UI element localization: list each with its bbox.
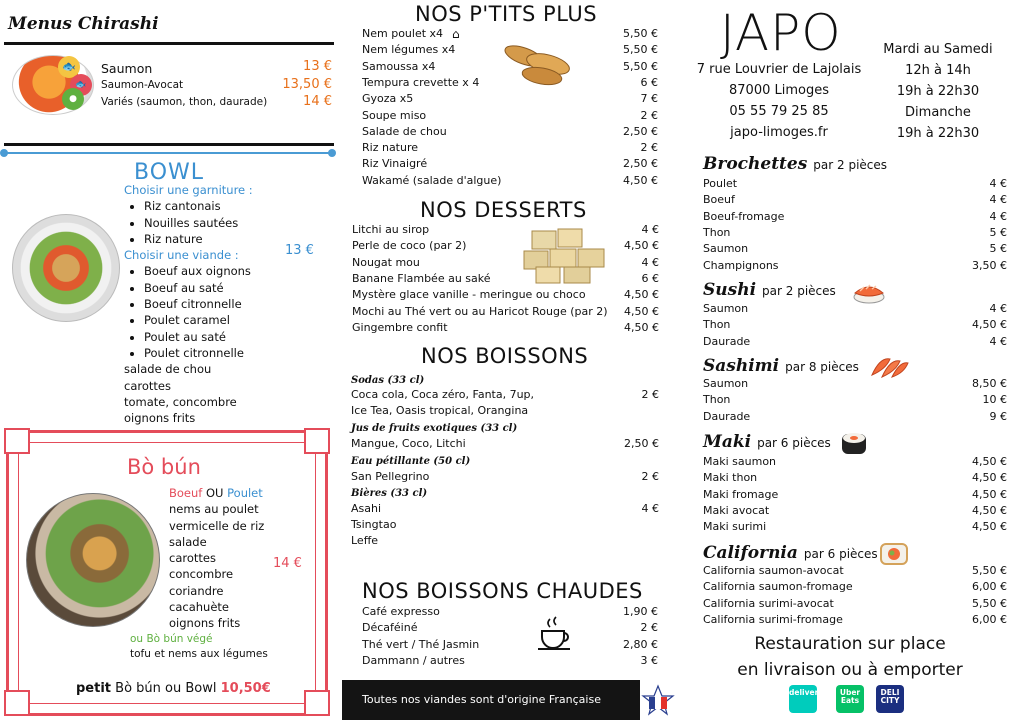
bowl-extra: carottes bbox=[124, 378, 171, 393]
item-label: Nougat mou bbox=[352, 255, 420, 269]
list-item: • Boeuf aux oignons bbox=[144, 263, 253, 279]
menu-row bbox=[362, 157, 658, 173]
sodas-row bbox=[351, 388, 659, 404]
deliveroo-app-icon[interactable]: deliveroo bbox=[789, 685, 817, 713]
menu-row bbox=[362, 621, 658, 637]
item-price: 5 € bbox=[989, 242, 1007, 256]
boissons-title: NOS BOISSONS bbox=[421, 344, 589, 368]
address-street: 7 rue Louvrier de Lajolais bbox=[696, 62, 862, 77]
item-price: 4,50 € bbox=[972, 487, 1007, 501]
item-price: 4,50 € bbox=[972, 471, 1007, 485]
jus-row bbox=[351, 437, 659, 453]
item-label: Wakamé (salade d'algue) bbox=[362, 173, 502, 187]
bowl-extra: tomate, concombre bbox=[124, 394, 237, 409]
cat-name: California bbox=[703, 543, 798, 563]
biere-row bbox=[351, 534, 659, 550]
brochettes-title bbox=[703, 154, 887, 174]
bowl-image bbox=[12, 214, 120, 322]
choice-poulet: Poulet bbox=[227, 486, 263, 500]
footer-banner: Toutes nos viandes sont d'origine Française bbox=[342, 680, 640, 720]
menu-row bbox=[362, 174, 658, 190]
item-price: 5,50 € bbox=[972, 564, 1007, 577]
service-line-1: Restauration sur place bbox=[754, 634, 946, 654]
menu-row bbox=[362, 638, 658, 654]
item-price: 6,00 € bbox=[972, 580, 1007, 594]
item-price: 5,50 € bbox=[972, 596, 1007, 610]
item-label: Champignons bbox=[703, 258, 779, 272]
hours-days: Mardi au Samedi bbox=[883, 42, 993, 57]
ingredient: vermicelle de riz bbox=[169, 518, 265, 533]
bobun-vege-title bbox=[130, 633, 213, 645]
item-price: 14 € bbox=[303, 94, 332, 109]
eau-row bbox=[351, 470, 659, 486]
fish-icon: 🐟 bbox=[70, 74, 92, 96]
item-label: Mochi au Thé vert ou au Haricot Rouge (par 2) bbox=[352, 304, 608, 318]
item-label: Mangue, Coco, Litchi bbox=[351, 437, 466, 450]
menu-row bbox=[703, 410, 1007, 426]
menu-row bbox=[362, 109, 658, 125]
item-label: Soupe miso bbox=[362, 108, 427, 122]
item-price: 4,50 € bbox=[972, 520, 1007, 534]
divider bbox=[4, 42, 334, 45]
ingredient: salade bbox=[169, 534, 207, 549]
petit-price: 10,50€ bbox=[220, 681, 271, 696]
vege-or: ou bbox=[130, 633, 144, 645]
item-label: Salade de chou bbox=[362, 124, 447, 138]
item-price: 4 € bbox=[989, 177, 1007, 190]
viande-list bbox=[124, 263, 253, 361]
menu-row bbox=[362, 125, 658, 141]
item-label: Thon bbox=[703, 225, 731, 239]
chirashi-title: Menus Chirashi bbox=[8, 14, 159, 34]
item-price: 2 € bbox=[641, 388, 659, 401]
item-label: Saumon bbox=[703, 377, 749, 390]
item-price: 13,50 € bbox=[282, 77, 332, 92]
item-price: 4,50 € bbox=[972, 503, 1007, 517]
item-price: 2,50 € bbox=[623, 157, 658, 171]
item-price: 2 € bbox=[640, 141, 658, 155]
address-city: 87000 Limoges bbox=[729, 83, 829, 98]
viande-francaise-logo bbox=[640, 684, 676, 718]
california-title bbox=[703, 543, 878, 563]
item-label: Mystère glace vanille - meringue ou choco bbox=[352, 288, 586, 302]
item-label: Maki surimi bbox=[703, 520, 767, 534]
item-price: 2,80 € bbox=[623, 637, 658, 651]
item-label: Samoussa x4 bbox=[362, 59, 436, 73]
item-label: Dammann / autres bbox=[362, 653, 465, 667]
phone-number[interactable]: 05 55 79 25 85 bbox=[729, 104, 829, 119]
item-label: Thon bbox=[703, 318, 731, 332]
item-label: Boeuf bbox=[703, 193, 735, 207]
bowl-extra: oignons frits bbox=[124, 411, 196, 426]
menu-row bbox=[703, 613, 1007, 629]
item-price: 4 € bbox=[989, 334, 1007, 348]
item-label: Saumon bbox=[703, 302, 749, 315]
biere-row bbox=[351, 502, 659, 518]
item-label: Asahi bbox=[351, 502, 382, 515]
item-price: 6 € bbox=[641, 271, 659, 285]
menu-row bbox=[352, 223, 659, 239]
list-item: • Riz nature bbox=[144, 231, 253, 247]
item-label: Tempura crevette x 4 bbox=[362, 75, 480, 89]
item-label: Daurade bbox=[703, 409, 751, 423]
menu-row bbox=[703, 210, 1007, 226]
list-item: • Poulet au saté bbox=[144, 329, 253, 345]
menu-row bbox=[352, 288, 659, 304]
ingredient: cacahuète bbox=[169, 600, 229, 615]
cat-name: Maki bbox=[703, 432, 752, 452]
sashimi-title bbox=[703, 356, 859, 376]
bobun-title: Bò bún bbox=[127, 455, 201, 479]
item-price: 2,50 € bbox=[624, 437, 659, 450]
menu-row bbox=[703, 488, 1007, 504]
menu-row bbox=[703, 318, 1007, 334]
menu-row bbox=[703, 393, 1007, 409]
menu-row bbox=[703, 597, 1007, 613]
item-price: 3 € bbox=[640, 653, 658, 667]
bowl-title: BOWL bbox=[134, 160, 205, 185]
menu-row bbox=[352, 272, 659, 288]
list-item: • Poulet citronnelle bbox=[144, 345, 253, 361]
item-label: Litchi au sirop bbox=[352, 223, 430, 236]
chirashi-item bbox=[101, 61, 336, 76]
item-price: 5,50 € bbox=[623, 43, 658, 57]
item-label: California saumon-fromage bbox=[703, 580, 853, 594]
item-label: Maki saumon bbox=[703, 455, 777, 468]
item-label: Saumon bbox=[101, 61, 153, 76]
cat-name: Sashimi bbox=[703, 356, 780, 376]
hours-dinner: 19h à 22h30 bbox=[896, 84, 980, 99]
menu-row bbox=[703, 302, 1007, 318]
bobun-price: 14 € bbox=[273, 556, 302, 571]
ingredient: carottes bbox=[169, 551, 216, 566]
bobun-choice bbox=[169, 485, 264, 501]
item-label: Tsingtao bbox=[351, 518, 397, 531]
item-price: 9 € bbox=[989, 409, 1007, 423]
menu-row bbox=[703, 377, 1007, 393]
item-price: 13 € bbox=[303, 59, 332, 74]
item-price: 5,50 € bbox=[623, 59, 658, 73]
item-label: Banane Flambée au saké bbox=[352, 271, 491, 285]
item-price: 1,90 € bbox=[623, 605, 658, 618]
item-price: 6,00 € bbox=[972, 612, 1007, 626]
bowl-price: 13 € bbox=[285, 243, 314, 258]
item-price: 7 € bbox=[640, 92, 658, 106]
item-label: Nem poulet x4 bbox=[362, 27, 444, 40]
jus-title: Jus de fruits exotiques (33 cl) bbox=[351, 423, 518, 434]
website-link[interactable]: japo-limoges.fr bbox=[730, 125, 828, 140]
item-price: 5,50 € bbox=[623, 27, 658, 40]
item-price: 4,50 € bbox=[624, 304, 659, 318]
frame-corner bbox=[304, 690, 330, 716]
item-label: Café expresso bbox=[362, 605, 440, 618]
item-label: San Pellegrino bbox=[351, 470, 430, 483]
item-price: 10 € bbox=[982, 393, 1007, 407]
item-price: 8,50 € bbox=[972, 377, 1007, 390]
item-label: Perle de coco (par 2) bbox=[352, 239, 467, 253]
ubereats-app-icon[interactable]: Uber Eats bbox=[836, 685, 864, 713]
bowl-icon: ⌂ bbox=[452, 27, 460, 41]
list-item: • Poulet caramel bbox=[144, 312, 253, 328]
cat-sub: par 6 pièces bbox=[803, 547, 878, 561]
ingredient: oignons frits bbox=[169, 616, 241, 631]
menu-row bbox=[362, 141, 658, 157]
menu-row bbox=[352, 305, 659, 321]
item-price: 4,50 € bbox=[624, 239, 659, 253]
menu-row bbox=[352, 321, 659, 337]
menu-row bbox=[362, 92, 658, 108]
menu-row bbox=[703, 335, 1007, 351]
choice-or: OU bbox=[206, 486, 224, 500]
dot-icon bbox=[0, 149, 8, 157]
item-price: 2 € bbox=[641, 470, 659, 483]
frame-corner bbox=[304, 428, 330, 454]
menu-row bbox=[703, 455, 1007, 471]
petit-offer bbox=[72, 679, 275, 698]
maki-icon bbox=[840, 430, 868, 456]
list-item: • Riz cantonais bbox=[144, 198, 253, 214]
bowl-details bbox=[124, 182, 253, 426]
item-label: Décaféiné bbox=[362, 621, 418, 635]
item-label: California surimi-avocat bbox=[703, 596, 834, 610]
vege-name: Bò bún végé bbox=[146, 633, 213, 645]
item-label: Poulet bbox=[703, 177, 738, 190]
choice-boeuf: Boeuf bbox=[169, 486, 203, 500]
bobun-details bbox=[169, 485, 264, 632]
item-price: 2 € bbox=[640, 621, 658, 635]
divider bbox=[4, 143, 334, 146]
item-label: Maki fromage bbox=[703, 487, 779, 501]
avocado-icon: ● bbox=[62, 88, 84, 110]
ptits-plus-title: NOS P'TITS PLUS bbox=[415, 2, 598, 26]
item-label: Maki thon bbox=[703, 471, 758, 485]
chirashi-item bbox=[101, 79, 336, 91]
menu-row bbox=[352, 239, 659, 255]
item-price: 3,50 € bbox=[972, 258, 1007, 272]
item-price: 4,50 € bbox=[972, 455, 1007, 468]
bobun-vege-desc: tofu et nems aux légumes bbox=[130, 648, 268, 660]
ingredient: concombre bbox=[169, 567, 234, 582]
chaudes-title: NOS BOISSONS CHAUDES bbox=[362, 579, 643, 603]
bobun-image bbox=[26, 493, 160, 627]
nem-image bbox=[502, 38, 578, 88]
item-label: Saumon bbox=[703, 242, 749, 256]
item-price: 4 € bbox=[989, 209, 1007, 223]
item-label: Thé vert / Thé Jasmin bbox=[362, 637, 480, 651]
menu-row bbox=[703, 471, 1007, 487]
menu-row bbox=[362, 605, 658, 621]
item-price: 4 € bbox=[989, 193, 1007, 207]
hours-sunday-time: 19h à 22h30 bbox=[896, 126, 980, 141]
item-label: Gyoza x5 bbox=[362, 92, 414, 106]
cat-name: Brochettes bbox=[703, 154, 808, 174]
item-label: California surimi-fromage bbox=[703, 612, 843, 626]
item-label: Maki avocat bbox=[703, 503, 770, 517]
menu-row bbox=[703, 564, 1007, 580]
item-label: California saumon-avocat bbox=[703, 564, 844, 577]
item-price: 4 € bbox=[641, 223, 659, 236]
petit-word: petit bbox=[76, 681, 112, 696]
item-label: Saumon-Avocat bbox=[101, 79, 184, 91]
biere-row bbox=[351, 518, 659, 534]
menu-row bbox=[703, 580, 1007, 596]
item-price: 4 € bbox=[641, 502, 659, 515]
hours-lunch: 12h à 14h bbox=[905, 63, 971, 78]
item-price: 2,50 € bbox=[623, 124, 658, 138]
item-label: Ice Tea, Oasis tropical, Orangina bbox=[351, 404, 529, 417]
delicity-app-icon[interactable]: DELI CITY bbox=[876, 685, 904, 713]
item-price: 2 € bbox=[640, 108, 658, 122]
maki-title bbox=[703, 432, 831, 452]
item-label: Riz Vinaigré bbox=[362, 157, 428, 171]
bieres-title: Bières (33 cl) bbox=[351, 488, 428, 499]
menu-row bbox=[362, 654, 658, 670]
menu-row bbox=[703, 226, 1007, 242]
sodas-row bbox=[351, 404, 659, 420]
cat-sub: par 8 pièces bbox=[785, 360, 859, 374]
cat-sub: par 2 pièces bbox=[813, 158, 888, 172]
garniture-list bbox=[124, 198, 253, 247]
restaurant-name: JAPO bbox=[720, 4, 842, 62]
teacup-icon bbox=[536, 615, 574, 653]
menu-row bbox=[703, 177, 1007, 193]
desserts-title: NOS DESSERTS bbox=[420, 198, 587, 222]
bowl-divider bbox=[2, 152, 334, 154]
fish-icon: 🐟 bbox=[58, 56, 80, 78]
garniture-label: Choisir une garniture : bbox=[124, 183, 253, 197]
menu-row bbox=[703, 242, 1007, 258]
service-line-2: en livraison ou à emporter bbox=[737, 660, 963, 680]
viande-label: Choisir une viande : bbox=[124, 248, 239, 263]
item-price: 4,50 € bbox=[972, 318, 1007, 332]
item-label: Thon bbox=[703, 393, 731, 407]
item-price: 4,50 € bbox=[624, 288, 659, 302]
list-item: • Boeuf au saté bbox=[144, 280, 253, 296]
item-price: 6 € bbox=[640, 75, 658, 89]
item-price: 4,50 € bbox=[623, 173, 658, 187]
item-label: Coca cola, Coca zéro, Fanta, 7up, bbox=[351, 388, 535, 401]
chirashi-item bbox=[101, 96, 336, 108]
item-price: 5 € bbox=[989, 225, 1007, 239]
cat-sub: par 2 pièces bbox=[762, 284, 836, 298]
menu-row bbox=[703, 193, 1007, 209]
hours-sunday: Dimanche bbox=[905, 105, 971, 120]
frame-corner bbox=[4, 690, 30, 716]
menu-row bbox=[352, 256, 659, 272]
menu-row bbox=[703, 520, 1007, 536]
ingredient: nems au poulet bbox=[169, 502, 259, 517]
item-label: Daurade bbox=[703, 334, 751, 348]
item-label: Leffe bbox=[351, 534, 379, 547]
list-item: • Nouilles sautées bbox=[144, 215, 253, 231]
sushi-title bbox=[703, 280, 836, 300]
cat-name: Sushi bbox=[703, 280, 757, 300]
frame-corner bbox=[4, 428, 30, 454]
item-label: Variés (saumon, thon, daurade) bbox=[101, 96, 268, 108]
petit-text: Bò bún ou Bowl bbox=[115, 681, 217, 696]
ingredient: coriandre bbox=[169, 583, 224, 598]
list-item: • Boeuf citronnelle bbox=[144, 296, 253, 312]
item-label: Riz nature bbox=[362, 141, 419, 155]
bowl-extra: salade de chou bbox=[124, 362, 212, 377]
eau-title: Eau pétillante (50 cl) bbox=[351, 456, 471, 467]
item-label: Nem légumes x4 bbox=[362, 43, 456, 57]
item-label: Gingembre confit bbox=[352, 320, 448, 334]
sodas-title: Sodas (33 cl) bbox=[351, 375, 425, 386]
dot-icon bbox=[328, 149, 336, 157]
menu-row bbox=[703, 504, 1007, 520]
item-price: 4,50 € bbox=[624, 320, 659, 334]
menu-row bbox=[703, 259, 1007, 275]
item-label: Boeuf-fromage bbox=[703, 209, 785, 223]
item-price: 4 € bbox=[989, 302, 1007, 315]
coconut-cakes-image bbox=[522, 227, 610, 285]
item-price: 4 € bbox=[641, 255, 659, 269]
cat-sub: par 6 pièces bbox=[757, 436, 831, 450]
